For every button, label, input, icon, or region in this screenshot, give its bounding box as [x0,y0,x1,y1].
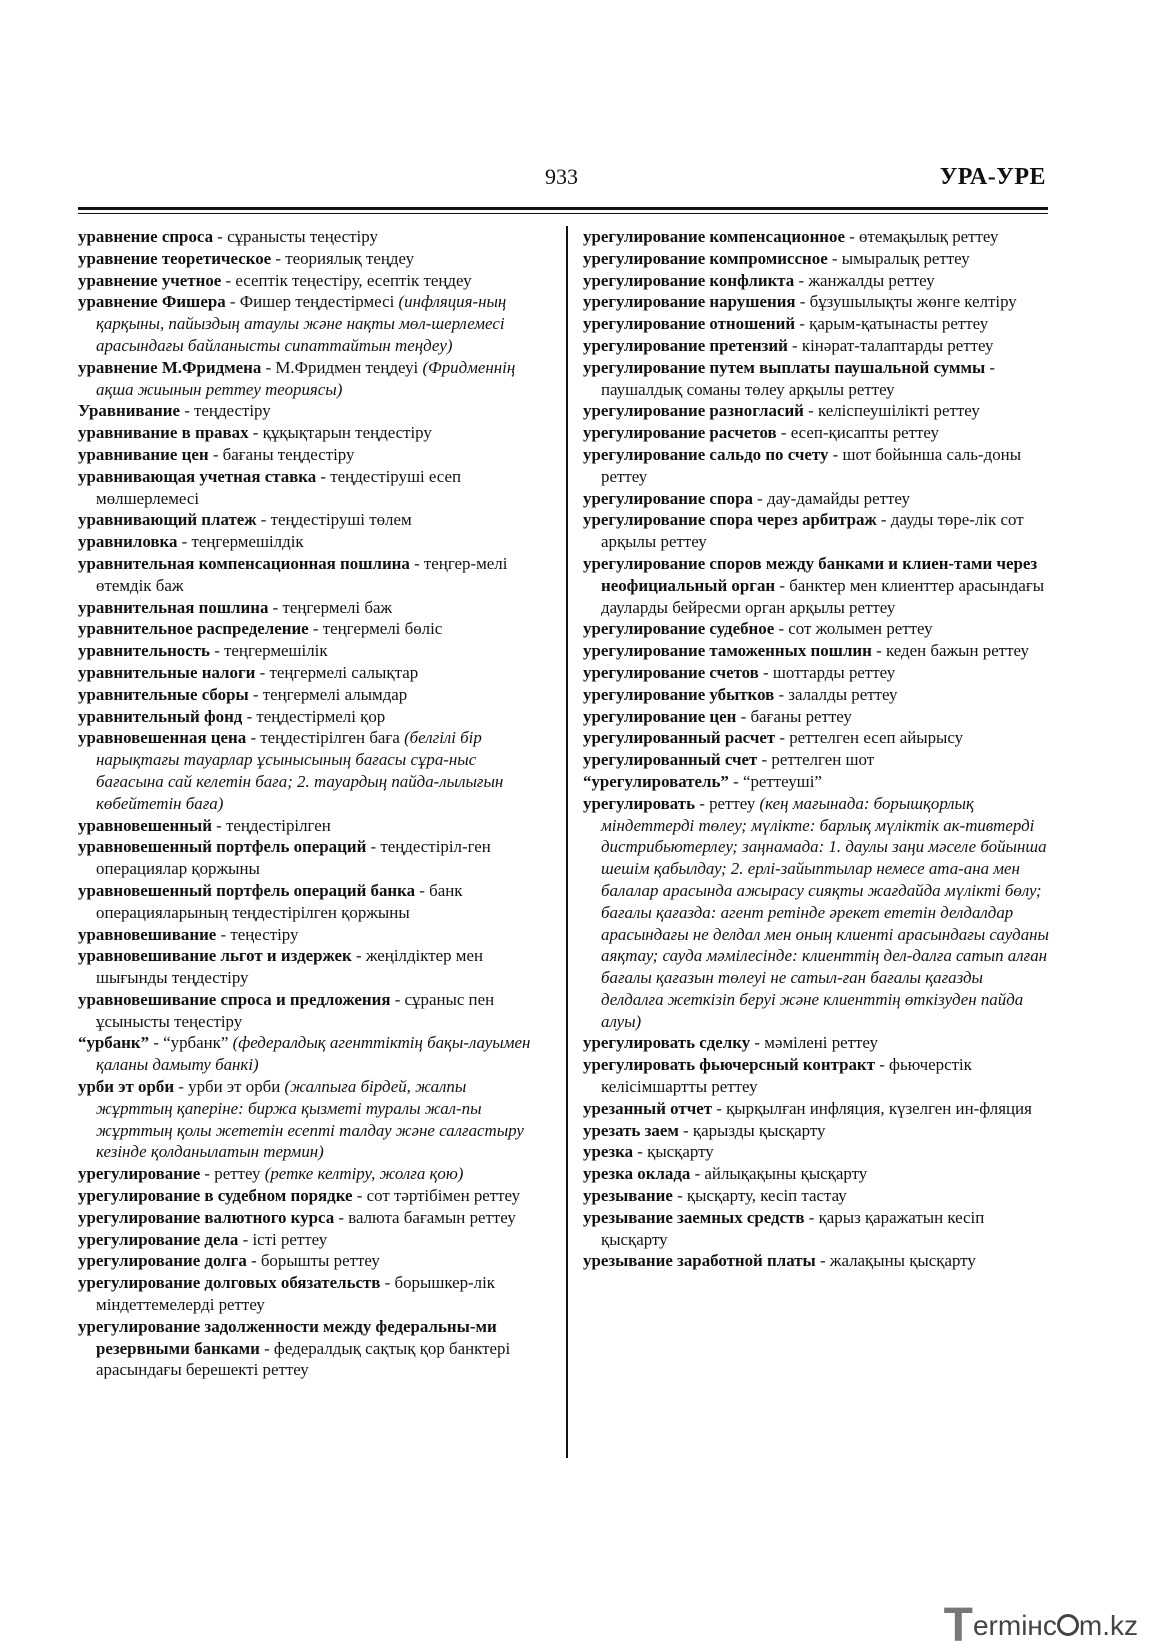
entry-definition: - ымыралық реттеу [827,248,970,268]
watermark-text-2: m.kz [1078,1610,1138,1641]
entry-note: (инфляция-ның қарқыны, пайыздың атаулы және нақты мөл-шерлемесі арасындағы байланысты сипаттайтын теңдеу) [96,292,507,355]
dictionary-entry [583,1207,1049,1251]
entry-definition: - теңгермелі салықтар [255,662,419,682]
dictionary-entry [78,270,538,292]
entry-term: урегулирование расчетов [583,423,777,443]
dictionary-entry [78,444,538,466]
entry-definition: - валюта бағамын реттеу [334,1207,516,1227]
entry-definition: - теңдестірмелі қор [242,706,386,726]
entry-definition: - кінәрат-талаптарды реттеу [787,335,994,355]
entry-definition: - сұранысты теңестіру [213,227,378,246]
entry-term: урезывание заработной платы [583,1251,816,1271]
entry-term: урегулирование долговых обязательств [78,1273,381,1293]
dictionary-entry [583,1032,1049,1054]
entry-term: урегулирование сальдо по счету [583,444,829,464]
dictionary-entry [78,945,538,989]
entry-definition: - М.Фридмен теңдеуі [261,357,423,377]
entry-term: “урегулирователь” [583,771,729,791]
entry-definition: - “урбанк” [149,1033,233,1053]
dictionary-entry [583,1163,1049,1185]
dictionary-entry [78,880,538,924]
dictionary-entry [583,313,1049,335]
entry-definition: - теңдестірілген баға [246,728,405,748]
entry-definition: - теңгермелі баж [268,597,393,617]
dictionary-entry [78,553,538,597]
entry-definition: - келіспеушілікті реттеу [803,401,980,421]
column-divider [566,226,568,1458]
entry-definition: - істі реттеу [238,1229,328,1249]
dictionary-entry [78,226,538,248]
entry-definition: - теңгер-мелі өтемдік баж [96,553,508,595]
entry-term: урезка оклада [583,1164,691,1184]
entry-term: уравновешивание льгот и издержек [78,946,352,966]
entry-term: уравнение Фишера [78,292,226,312]
dictionary-entry [583,640,1049,662]
entry-term: урегулированный расчет [583,728,776,748]
entry-term: уравнение теоретическое [78,248,272,268]
entry-term: уравнительная пошлина [78,597,269,617]
entry-note: (ретке келтіру, жолға қою) [264,1164,464,1184]
entry-term: урегулирование цен [583,706,737,726]
dictionary-entry [583,400,1049,422]
entry-term: уравнительные налоги [78,662,256,682]
dictionary-entry [78,1229,538,1251]
entry-definition: - қысқарту [633,1142,714,1162]
entry-definition: - қысқарту, кесіп тастау [672,1186,847,1206]
watermark-o-ring-icon [1057,1614,1079,1636]
entry-term: уравнивание цен [78,444,209,464]
entry-term: уравнивающая учетная ставка [78,466,317,486]
entry-definition: - теңдестірілген [211,815,331,835]
dictionary-entry [583,771,1049,793]
entry-term: урезать заем [583,1120,679,1140]
entry-definition: - қарыз қаражатын кесіп қысқарту [601,1207,985,1249]
header-rule-thick [78,207,1048,210]
entry-definition: - теңгермелі бөліс [308,619,443,639]
entry-term: уравнительность [78,641,210,661]
dictionary-entry [583,1054,1049,1098]
entry-term: уравнительный фонд [78,706,243,726]
dictionary-entry [583,1098,1049,1120]
entry-note: (белгілі бір нарықтағы тауарлар ұсынысының бағасы сұра-ныс бағасына сай келетін баға; 2. тауардың пайда-лылығын көбейтетін баға) [96,728,504,813]
entry-definition: - айлықақыны қысқарту [690,1164,868,1184]
dictionary-entry [78,836,538,880]
entry-note: (жалпыға бірдей, жалпы жұрттың қаперіне: биржа қызметі туралы жал-пы жұрттың қолы жететін есепті талдау және салғастыру кезінде қолданылатын термин) [96,1077,524,1162]
running-head: УРА-УРЕ [939,164,1046,190]
entry-term: уравновешенная цена [78,728,247,748]
dictionary-entry [78,1076,538,1163]
right-column [583,226,1049,1272]
dictionary-entry [78,1185,538,1207]
entry-term: уравнительное распределение [78,619,309,639]
dictionary-entry [583,226,1049,248]
entry-definition: - шоттарды реттеу [758,662,896,682]
dictionary-entry [583,684,1049,706]
entry-term: урезывание [583,1186,673,1206]
entry-term: урегулирование компромиссное [583,248,828,268]
entry-note: (федералдық агенттіктің бақы-лауымен қаланы дамыту банкі) [96,1033,531,1075]
dictionary-entry [78,662,538,684]
entry-definition: - реттелген есеп айырысу [775,728,964,748]
dictionary-entry [78,1207,538,1229]
dictionary-entry [583,793,1049,1033]
dictionary-entry [78,1163,538,1185]
entry-term: уравнение учетное [78,270,222,290]
dictionary-entry [583,1185,1049,1207]
dictionary-entry [583,662,1049,684]
entry-term: уравновешивание [78,924,217,944]
dictionary-entry [583,618,1049,640]
entry-definition: - фьючерстік келісімшартты реттеу [601,1055,972,1097]
entry-term: урегулирование долга [78,1251,247,1271]
entry-definition: - сұраныс пен ұсынысты теңестіру [96,989,495,1031]
dictionary-entry [583,335,1049,357]
entry-definition: - теориялық теңдеу [271,248,415,268]
entry-definition: - теңдестіруші төлем [256,510,412,530]
header-rule-thin [78,213,1048,214]
dictionary-entry [78,531,538,553]
entry-definition: - бағаны теңдестіру [208,444,355,464]
entry-term: урегулирование валютного курса [78,1207,335,1227]
dictionary-entry [583,357,1049,401]
watermark-logo [943,1592,1138,1652]
entry-term: “урбанк” [78,1033,150,1053]
dictionary-entry [583,1250,1049,1272]
dictionary-entry [583,727,1049,749]
dictionary-entry [583,509,1049,553]
entry-term: уравнивание в правах [78,423,249,443]
dictionary-entry [78,1250,538,1272]
left-column [78,226,538,1381]
entry-term: уравнительные сборы [78,684,249,704]
entry-term: урегулирование таможенных пошлин [583,641,872,661]
entry-definition: - банктер мен клиенттер арасындағы дауларды бейресми орган арқылы реттеу [601,575,1045,617]
entry-definition: - дау-дамайды реттеу [752,488,910,508]
entry-definition: - теңестіру [216,924,299,944]
entry-term: урегулированный счет [583,750,758,770]
entry-term: урегулирование конфликта [583,270,795,290]
dictionary-entry [78,815,538,837]
entry-term: урби эт орби [78,1077,175,1097]
dictionary-entry [583,248,1049,270]
entry-term: Уравнивание [78,401,180,421]
entry-definition: - залалды реттеу [774,684,898,704]
dictionary-entry [78,291,538,356]
entry-definition: - қарым-қатынасты реттеу [795,314,989,334]
entry-term: урегулирование компенсационное [583,227,845,246]
entry-definition: - борышты реттеу [246,1251,380,1271]
entry-definition: - сот жолымен реттеу [774,619,933,639]
entry-definition: - федералдық сақтық қор банктері арасындағы берешекті реттеу [96,1338,511,1380]
entry-term: уравнение спроса [78,227,214,246]
entry-term: урегулирование претензий [583,335,788,355]
dictionary-entry [78,1316,538,1381]
entry-term: урегулирование [78,1164,201,1184]
dictionary-entry [583,422,1049,444]
entry-definition: - жанжалды реттеу [794,270,935,290]
entry-note: (кең мағынада: борышқорлық міндеттерді төлеу; мүлікте: барлық мүліктік ак-тивтерді дистрибьютерлеу; заңнамада: 1. даулы заңи мәселе бойынша шешім қабылдау; 2. ерлі-зайыптылар немесе ата-ана мен балалар арасында ажырасу сияқты жағдайда мүлікті бөлу; бағалы қағазда: агент ретінде әрекет ететін делдалдар арасындағы не делдал мен оның клиенті арасындағы сауданы аяқтау; сауда мәмілесінде: клиенттің дел-далға сатып алған бағалы қағазын төлеуі не сатыл-ған бағалы қағазды делдалға жеткізіп беруі және клиенттің өткізуден пайда алуы) [601,793,1049,1031]
dictionary-entry [583,444,1049,488]
dictionary-entry [78,618,538,640]
entry-term: урегулирование счетов [583,662,759,682]
entry-term: уравновешенный портфель операций [78,837,367,857]
entry-note: (Фридменнің ақша жиынын реттеу теориясы) [96,357,516,399]
entry-term: уравнивающий платеж [78,510,257,530]
entry-term: урегулирование судебное [583,619,775,639]
entry-term: урегулировать [583,793,696,813]
entry-term: урегулировать сделку [583,1033,751,1053]
entry-definition: - құқықтарын теңдестіру [248,423,432,443]
entry-term: уравновешенный [78,815,212,835]
watermark-letter: T [943,1599,973,1652]
dictionary-entry [78,706,538,728]
entry-definition: - бағаны реттеу [736,706,852,726]
entry-definition: - кеден бажын реттеу [871,641,1029,661]
entry-term: уравниловка [78,532,178,552]
dictionary-entry [583,291,1049,313]
entry-definition: - шот бойынша саль-доны реттеу [601,444,1022,486]
dictionary-entry [583,1141,1049,1163]
entry-definition: - “реттеуші” [728,771,822,791]
entry-term: урегулирование нарушения [583,292,796,312]
entry-definition: - бұзушылықты жөнге келтіру [795,292,1017,312]
entry-term: урегулировать фьючерсный контракт [583,1055,875,1075]
dictionary-entry [583,749,1049,771]
entry-term: уравнение М.Фридмена [78,357,262,377]
entry-term: урегулирование в судебном порядке [78,1186,353,1206]
entry-term: урезывание заемных средств [583,1207,805,1227]
entry-definition: - дауды төре-лік сот арқылы реттеу [601,510,1024,552]
entry-definition: - өтемақылық реттеу [844,227,999,246]
entry-term: урегулирование споров между банками и клиен-тами через неофициальный орган [583,553,1038,595]
watermark-text-1: ermінc [972,1610,1057,1641]
dictionary-entry [78,684,538,706]
entry-definition: - реттеу [695,793,760,813]
dictionary-entry [78,357,538,401]
entry-term: урегулирование отношений [583,314,796,334]
entry-definition: - мәмілені реттеу [750,1033,878,1053]
entry-definition: - урби эт орби [174,1077,285,1097]
entry-definition: - теңдестіру [179,401,271,421]
entry-definition: - теңдестіріл-ген операциялар қоржыны [96,837,491,879]
entry-term: урегулирование разногласий [583,401,804,421]
entry-term: урезка [583,1142,634,1162]
entry-term: уравновешенный портфель операций банка [78,880,416,900]
dictionary-entry [583,270,1049,292]
entry-definition: - реттелген шот [757,750,875,770]
entry-term: урегулирование убытков [583,684,775,704]
entry-definition: - қырқылған инфляция, күзелген ин-фляция [712,1098,1032,1118]
entry-definition: - жеңілдіктер мен шығынды теңдестіру [96,946,483,988]
page-number: 933 [545,164,578,189]
dictionary-entry [583,706,1049,728]
dictionary-entry [78,248,538,270]
entry-term: урезанный отчет [583,1098,713,1118]
dictionary-entry [583,1120,1049,1142]
entry-definition: - банк операцияларының теңдестірілген қоржыны [96,880,463,922]
dictionary-entry [78,422,538,444]
entry-term: урегулирование дела [78,1229,239,1249]
entry-definition: - сот тәртібімен реттеу [352,1186,521,1206]
entry-term: уравнительная компенсационная пошлина [78,553,410,573]
dictionary-entry [78,1032,538,1076]
entry-term: урегулирование спора [583,488,753,508]
dictionary-entry [78,509,538,531]
entry-definition: - жалақыны қысқарту [815,1251,976,1271]
dictionary-entry [78,924,538,946]
entry-definition: - теңгермешілік [209,641,328,661]
entry-definition: - есеп-қисапты реттеу [776,423,939,443]
entry-definition: - теңгермелі алымдар [248,684,408,704]
dictionary-entry [78,989,538,1033]
entry-definition: - борышкер-лік міндеттемелерді реттеу [96,1273,496,1315]
dictionary-entry [78,1272,538,1316]
entry-term: урегулирование путем выплаты паушальной суммы [583,357,986,377]
dictionary-entry [78,727,538,814]
entry-definition: - есептік теңестіру, есептік теңдеу [221,270,472,290]
entry-term: уравновешивание спроса и предложения [78,989,391,1009]
entry-definition: - қарызды қысқарту [678,1120,826,1140]
entry-term: урегулирование задолженности между федеральны-ми резервными банками [78,1316,497,1358]
dictionary-entry [78,400,538,422]
entry-definition: - теңгермешілдік [177,532,304,552]
entry-term: урегулирование спора через арбитраж [583,510,877,530]
dictionary-entry [583,488,1049,510]
dictionary-entry [78,640,538,662]
dictionary-entry [78,466,538,510]
dictionary-entry [78,597,538,619]
dictionary-entry [583,553,1049,618]
entry-definition: - теңдестіруші есеп мөлшерлемесі [96,466,462,508]
entry-definition: - реттеу [200,1164,265,1184]
entry-definition: - паушалдық соманы төлеу арқылы реттеу [601,357,996,399]
entry-definition: - Фишер теңдестірмесі [225,292,399,312]
